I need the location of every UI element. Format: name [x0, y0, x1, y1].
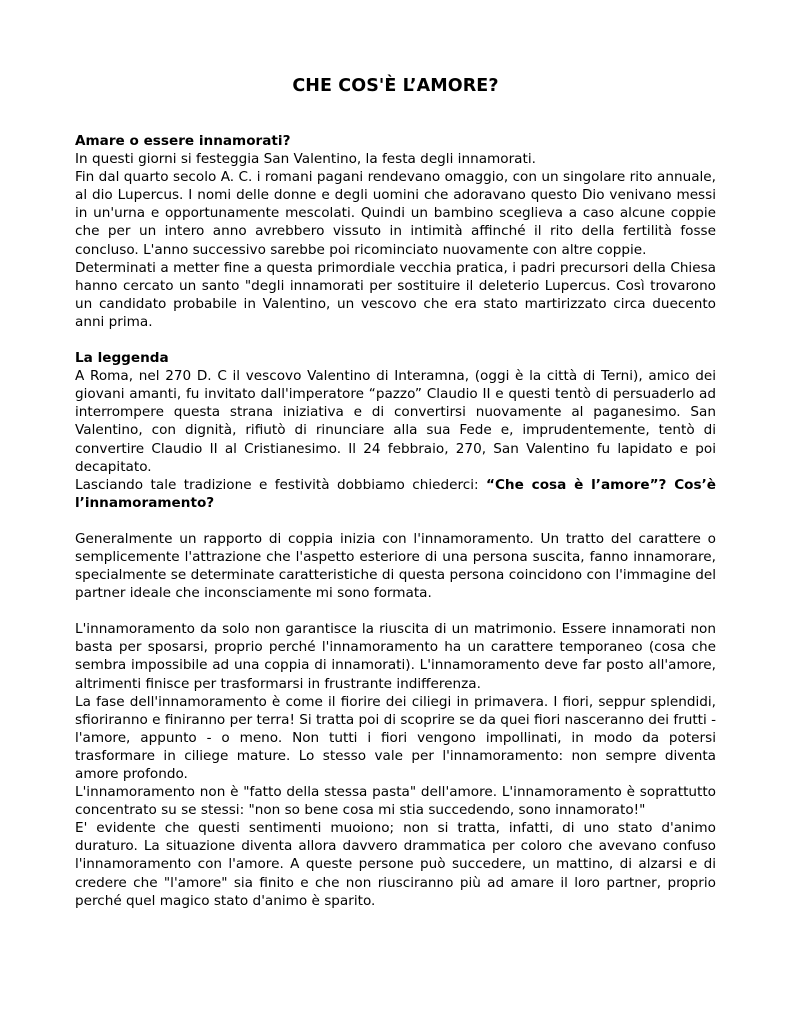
- section-amore: [75, 620, 716, 910]
- paragraph: L'innamoramento non è "fatto della stessa pasta" dell'amore. L'innamoramento è soprattutto concentrato su se stessi: "non so bene cosa mi stia succedendo, sono innamorato!": [75, 784, 716, 819]
- question-bold: “Che cosa è l’amore”? Cos’è l’innamoramento?: [75, 476, 716, 511]
- document-title: CHE COS'È L’AMORE?: [292, 76, 499, 96]
- question-paragraph: [75, 476, 716, 512]
- spacer: [75, 331, 716, 349]
- paragraph: L'innamoramento da solo non garantisce la riuscita di un matrimonio. Essere innamorati non basta per sposarsi, proprio perché l'innamoramento ha un carattere temporaneo (cosa che sembra impossibile ad una coppia di innamorati). L'innamoramento deve far posto all'amore, altrimenti finisce per trasformarsi in frustrante indifferenza.: [75, 621, 716, 692]
- paragraph: Generalmente un rapporto di coppia inizia con l'innamoramento. Un tratto del carattere o semplicemente l'attrazione che l'aspetto esteriore di una persona suscita, fanno innamorare, specialmente se determinate caratteristiche di questa persona coincidono con l'immagine del partner ideale che inconsciamente mi sono formata.: [75, 530, 716, 602]
- paragraph: La fase dell'innamoramento è come il fiorire dei ciliegi in primavera. I fiori, seppur splendidi, sfioriranno e finiranno per terra! Si tratta poi di scoprire se da quei fiori nasceranno dei frutti - l'amore, appunto - o meno. Non tutti i fiori vengono impollinati, in modo da potersi trasformare in ciliege mature. Lo stesso vale per l'innamoramento: non sempre diventa amore profondo.: [75, 693, 716, 782]
- section-leggenda: [75, 349, 716, 512]
- paragraph: A Roma, nel 270 D. C il vescovo Valentino di Interamna, (oggi è la città di Terni), amico dei giovani amanti, fu invitato dall'imperatore “pazzo” Claudio II e questi tentò di persuaderlo ad interrompere questa strana iniziativa e di convertirsi nuovamente al paganesimo. San Valentino, con dignità, rifiutò di rinunciare alla sua Fede e, imprudentemente, tentò di convertire Claudio II al Cristianesimo. Il 24 febbraio, 270, San Valentino fu lapidato e poi decapitato.: [75, 368, 716, 475]
- paragraph: Determinati a metter fine a questa primordiale vecchia pratica, i padri precursori della Chiesa hanno cercato un santo "degli innamorati per sostituire il deleterio Lupercus. Così trovarono un candidato probabile in Valentino, un vescovo che era stato martirizzato circa duecento anni prima.: [75, 259, 716, 330]
- section-innamoramento: [75, 530, 716, 602]
- spacer: [75, 602, 716, 620]
- question-intro: Lasciando tale tradizione e festività dobbiamo chiederci:: [75, 476, 487, 493]
- paragraph: In questi giorni si festeggia San Valentino, la festa degli innamorati.: [75, 151, 536, 168]
- paragraph: E' evidente che questi sentimenti muoiono; non si tratta, infatti, di uno stato d'animo duraturo. La situazione diventa allora davvero drammatica per coloro che avevano confuso l'innamoramento con l'amore. A queste persone può succedere, un mattino, di alzarsi e di credere che "l'amore" sia finito e che non riusciranno più ad amare il loro partner, proprio perché quel magico stato d'animo è sparito.: [75, 820, 716, 909]
- section-amare: [75, 132, 716, 331]
- document-page: [75, 74, 716, 910]
- section-heading-amare: Amare o essere innamorati?: [75, 133, 291, 149]
- spacer: [75, 512, 716, 530]
- paragraph: Fin dal quarto secolo A. C. i romani pagani rendevano omaggio, con un singolare rito annuale, al dio Lupercus. I nomi delle donne e degli uomini che adoravano questo Dio venivano messi in un'urna e opportunamente mescolati. Quindi un bambino sceglieva a caso alcune coppie che per un intero anno avrebbero vissuto in intimità affinché il rito della fertilità fosse concluso. L'anno successivo sarebbe poi ricominciato nuovamente con altre coppie.: [75, 169, 716, 258]
- section-heading-leggenda: La leggenda: [75, 350, 169, 367]
